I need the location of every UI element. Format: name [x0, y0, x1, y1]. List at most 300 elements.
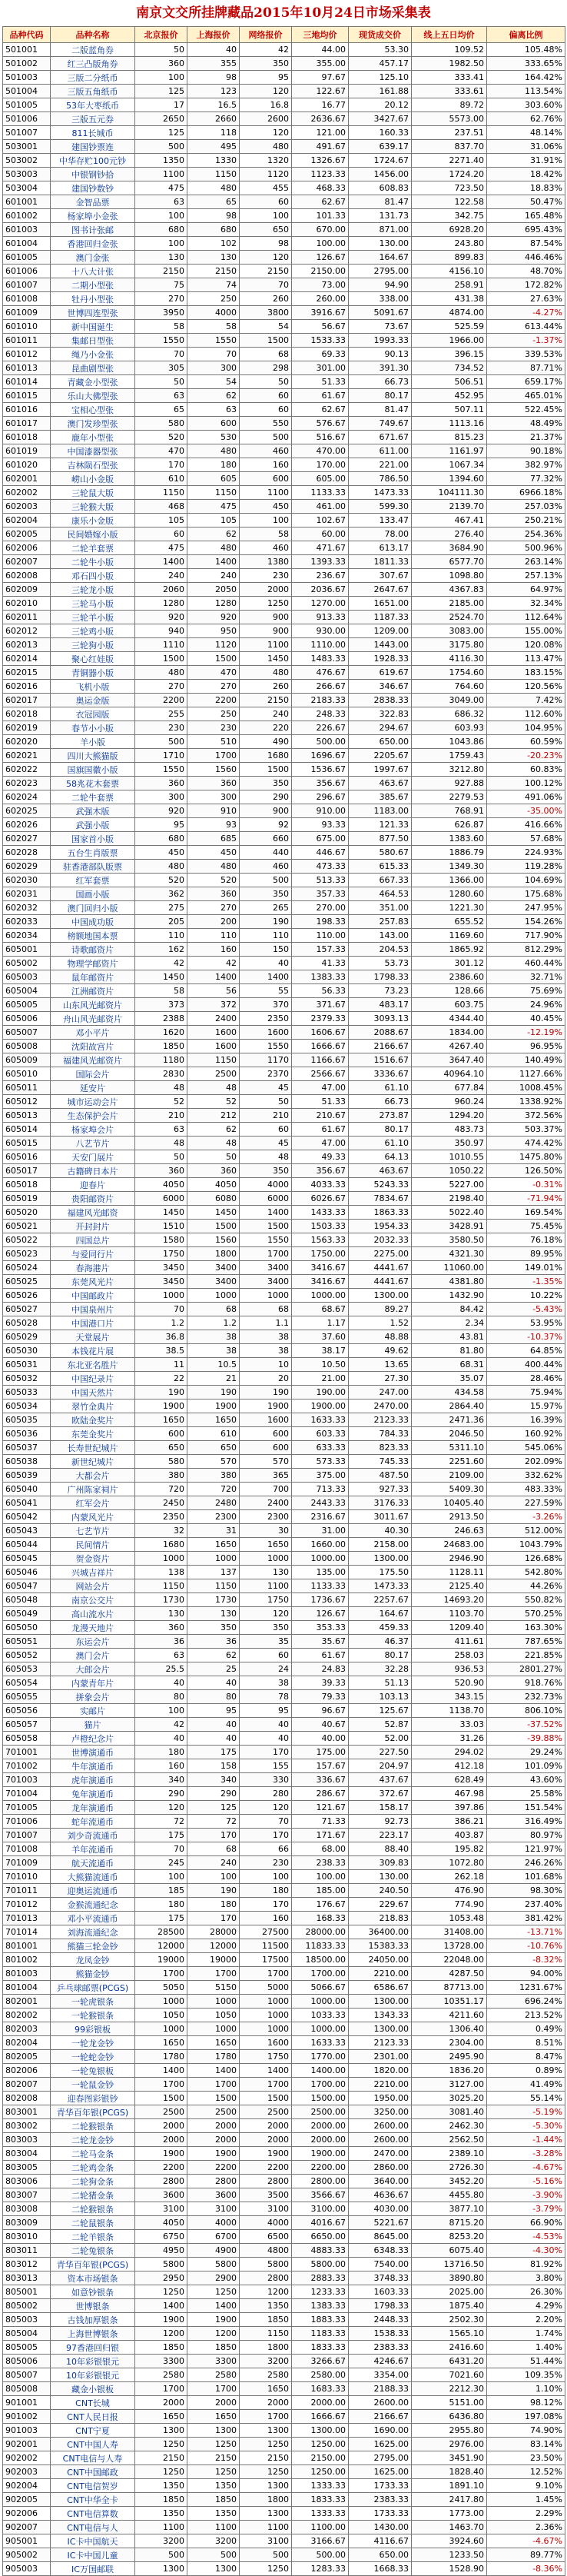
table-row	[3, 126, 565, 140]
cell-spot-price: 66.73	[349, 1095, 412, 1109]
cell-deviation: 696.24%	[487, 1995, 565, 2009]
cell-name: 中国成功版	[51, 915, 135, 929]
table-row	[3, 1995, 565, 2009]
cell-name: 中国邮政片	[51, 1289, 135, 1303]
cell-deviation: 149.01%	[487, 1261, 565, 1275]
cell-spot-price: 1997.67	[349, 763, 412, 777]
cell-spot-price: 7834.67	[349, 1192, 412, 1206]
cell-code: 605012	[3, 1095, 51, 1109]
cell-shanghai-price: 2200	[187, 694, 240, 707]
cell-online-price: 16.8	[240, 98, 292, 112]
cell-average-price: 69.33	[292, 348, 349, 361]
cell-shanghai-price: 72	[187, 1815, 240, 1829]
cell-average-price: 1000.00	[292, 2022, 349, 2036]
cell-beijing-price: 1550	[135, 334, 187, 348]
cell-average-price: 1500.00	[292, 2092, 349, 2105]
cell-beijing-price: 2450	[135, 1496, 187, 1510]
table-row	[3, 444, 565, 458]
cell-average-price: 1666.67	[292, 1040, 349, 1053]
cell-deviation: 483.33%	[487, 1483, 565, 1496]
cell-online-price: 17500	[240, 1953, 292, 1967]
cell-online-price: 280	[240, 1787, 292, 1801]
cell-code: 503002	[3, 154, 51, 168]
cell-5day-average: 396.15	[412, 348, 487, 361]
cell-name: 一轮鼠金钞	[51, 2078, 135, 2092]
cell-name: 兴城吉祥片	[51, 1566, 135, 1579]
cell-average-price: 2316.67	[292, 1510, 349, 1524]
cell-name: 国画小版	[51, 887, 135, 901]
cell-deviation: 503.37%	[487, 1123, 565, 1137]
cell-name: 东北亚名胜片	[51, 1358, 135, 1372]
cell-name: 建国钞数钞	[51, 181, 135, 195]
cell-code: 602016	[3, 680, 51, 694]
cell-5day-average: 2212.30	[412, 2382, 487, 2396]
cell-code: 605024	[3, 1261, 51, 1275]
cell-spot-price: 2838.33	[349, 694, 412, 707]
cell-shanghai-price: 1.2	[187, 1316, 240, 1330]
cell-deviation: 164.42%	[487, 71, 565, 85]
cell-5day-average: 467.41	[412, 514, 487, 528]
cell-online-price: 1150	[240, 2327, 292, 2341]
cell-average-price: 21.00	[292, 1372, 349, 1386]
cell-name: 广州陈家祠片	[51, 1483, 135, 1496]
cell-name: 三轮羊小版	[51, 611, 135, 624]
cell-name: 中银钢钞拾	[51, 168, 135, 181]
cell-code: 805007	[3, 2368, 51, 2382]
cell-online-price: 450	[240, 500, 292, 514]
table-row	[3, 1469, 565, 1483]
cell-online-price: 1400	[240, 1206, 292, 1220]
cell-code: 602022	[3, 763, 51, 777]
cell-beijing-price: 360	[135, 57, 187, 71]
cell-name: 二轮兔银条	[51, 2244, 135, 2258]
cell-deviation: 175.68%	[487, 887, 565, 901]
cell-beijing-price: 36	[135, 1635, 187, 1649]
cell-shanghai-price: 2900	[187, 2271, 240, 2285]
cell-average-price: 910.00	[292, 804, 349, 818]
cell-5day-average: 403.87	[412, 1829, 487, 1842]
cell-code: 602023	[3, 777, 51, 790]
cell-average-price: 1433.33	[292, 1206, 349, 1220]
cell-average-price: 1750.00	[292, 1247, 349, 1261]
cell-5day-average: 768.91	[412, 804, 487, 818]
cell-code: 601008	[3, 292, 51, 306]
cell-code: 601016	[3, 403, 51, 417]
cell-average-price: 1700.00	[292, 2078, 349, 2092]
cell-5day-average: 2198.40	[412, 1192, 487, 1206]
cell-spot-price: 3250.00	[349, 2105, 412, 2119]
table-row	[3, 2479, 565, 2493]
cell-name: CNT宁夏	[51, 2424, 135, 2438]
cell-spot-price: 36400.00	[349, 1925, 412, 1939]
cell-code: 605033	[3, 1386, 51, 1399]
cell-shanghai-price: 1730	[187, 1593, 240, 1607]
cell-code: 905003	[3, 2562, 51, 2576]
cell-spot-price: 2205.67	[349, 749, 412, 763]
cell-average-price: 97.67	[292, 71, 349, 85]
cell-code: 605014	[3, 1123, 51, 1137]
cell-code: 605002	[3, 957, 51, 970]
cell-name: 五台生肖版票	[51, 846, 135, 860]
cell-5day-average: 33.03	[412, 1718, 487, 1732]
cell-name: 贺金资片	[51, 1552, 135, 1566]
cell-5day-average: 1891.10	[412, 2479, 487, 2493]
cell-online-price: 2150	[240, 265, 292, 278]
cell-name: 三轮猴大版	[51, 500, 135, 514]
cell-spot-price: 457.17	[349, 57, 412, 71]
cell-5day-average: 2271.40	[412, 154, 487, 168]
table-row	[3, 2368, 565, 2382]
cell-spot-price: 611.00	[349, 444, 412, 458]
cell-name: 七艺节片	[51, 1524, 135, 1538]
cell-5day-average: 4156.10	[412, 265, 487, 278]
cell-average-price: 62.67	[292, 195, 349, 209]
cell-spot-price: 1811.33	[349, 555, 412, 569]
cell-spot-price: 1473.33	[349, 1579, 412, 1593]
cell-name: 国旗国徽小版	[51, 763, 135, 777]
cell-name: 鹿年小型张	[51, 431, 135, 444]
cell-deviation: 2801.27%	[487, 1662, 565, 1676]
cell-online-price: 55	[240, 984, 292, 998]
cell-spot-price: 1950.00	[349, 2092, 412, 2105]
cell-average-price: 2183.33	[292, 694, 349, 707]
cell-average-price: 10.50	[292, 1358, 349, 1372]
cell-shanghai-price: 1000	[187, 1289, 240, 1303]
table-row	[3, 1192, 565, 1206]
cell-beijing-price: 255	[135, 707, 187, 721]
cell-average-price: 603.33	[292, 1427, 349, 1441]
cell-spot-price: 322.83	[349, 707, 412, 721]
cell-average-price: 96.67	[292, 1704, 349, 1718]
cell-average-price: 102.67	[292, 514, 349, 528]
cell-beijing-price: 360	[135, 777, 187, 790]
cell-shanghai-price: 2660	[187, 112, 240, 126]
cell-deviation: 87.54%	[487, 237, 565, 251]
cell-code: 605006	[3, 1012, 51, 1026]
cell-spot-price: 2470.00	[349, 1399, 412, 1413]
cell-deviation: 1338.92%	[487, 1095, 565, 1109]
cell-deviation: 24.96%	[487, 998, 565, 1012]
cell-code: 605007	[3, 1026, 51, 1040]
cell-5day-average: 3647.40	[412, 1053, 487, 1067]
cell-deviation: -5.16%	[487, 2175, 565, 2188]
table-row	[3, 2119, 565, 2133]
table-row	[3, 541, 565, 555]
cell-average-price: 491.67	[292, 140, 349, 154]
cell-average-price: 1900.00	[292, 1399, 349, 1413]
cell-online-price: 1000	[240, 1995, 292, 2009]
cell-spot-price: 1300.00	[349, 1995, 412, 2009]
cell-code: 501005	[3, 98, 51, 112]
cell-online-price: 490	[240, 735, 292, 749]
cell-name: 欧陆金奖片	[51, 1413, 135, 1427]
cell-name: 杨家埠小金张	[51, 209, 135, 223]
cell-deviation: 1008.45%	[487, 1081, 565, 1095]
cell-code: 605003	[3, 970, 51, 984]
cell-average-price: 2000.00	[292, 2133, 349, 2147]
cell-shanghai-price: 240	[187, 569, 240, 583]
cell-spot-price: 204.53	[349, 943, 412, 957]
cell-shanghai-price: 2000	[187, 2133, 240, 2147]
cell-spot-price: 164.67	[349, 1607, 412, 1621]
cell-name: 刘少奇流通币	[51, 1829, 135, 1842]
cell-deviation: 113.47%	[487, 652, 565, 666]
cell-online-price: 260	[240, 292, 292, 306]
cell-spot-price: 80.17	[349, 1123, 412, 1137]
cell-code: 605034	[3, 1399, 51, 1413]
cell-beijing-price: 50	[135, 1150, 187, 1164]
cell-average-price: 1696.67	[292, 749, 349, 763]
cell-name: 十八大计张	[51, 265, 135, 278]
cell-online-price: 120	[240, 1607, 292, 1621]
cell-spot-price: 2600.00	[349, 2119, 412, 2133]
cell-online-price: 170	[240, 1829, 292, 1842]
cell-name: 红三凸版角券	[51, 57, 135, 71]
cell-shanghai-price: 4000	[187, 306, 240, 320]
table-row	[3, 887, 565, 901]
cell-code: 701014	[3, 1925, 51, 1939]
cell-code: 805006	[3, 2355, 51, 2368]
table-row	[3, 777, 565, 790]
cell-spot-price: 81.47	[349, 403, 412, 417]
cell-average-price: 1393.33	[292, 555, 349, 569]
cell-shanghai-price: 137	[187, 1566, 240, 1579]
cell-beijing-price: 305	[135, 361, 187, 375]
cell-spot-price: 80.17	[349, 1649, 412, 1662]
cell-code: 605017	[3, 1164, 51, 1178]
cell-shanghai-price: 1850	[187, 2341, 240, 2355]
cell-shanghai-price: 170	[187, 1829, 240, 1842]
cell-average-price: 60.00	[292, 528, 349, 541]
table-row	[3, 2036, 565, 2050]
cell-5day-average: 723.50	[412, 181, 487, 195]
cell-beijing-price: 2500	[135, 2105, 187, 2119]
cell-average-price: 68.00	[292, 1842, 349, 1856]
cell-5day-average: 677.84	[412, 1081, 487, 1095]
cell-code: 605046	[3, 1566, 51, 1579]
cell-average-price: 633.33	[292, 1441, 349, 1455]
cell-beijing-price: 1250	[135, 2285, 187, 2299]
cell-name: 龙漫天地片	[51, 1621, 135, 1635]
cell-average-price: 4883.33	[292, 2244, 349, 2258]
cell-deviation: 113.54%	[487, 85, 565, 98]
cell-average-price: 1633.33	[292, 2036, 349, 2050]
cell-5day-average: 1209.40	[412, 1621, 487, 1635]
cell-average-price: 266.67	[292, 680, 349, 694]
cell-beijing-price: 1700	[135, 2382, 187, 2396]
cell-5day-average: 386.21	[412, 1815, 487, 1829]
table-row	[3, 2009, 565, 2022]
cell-spot-price: 2257.67	[349, 1593, 412, 1607]
cell-5day-average: 1128.11	[412, 1566, 487, 1579]
cell-online-price: 2300	[240, 1510, 292, 1524]
cell-beijing-price: 240	[135, 569, 187, 583]
cell-deviation: 101.09%	[487, 1759, 565, 1773]
cell-spot-price: 1733.33	[349, 2479, 412, 2493]
cell-5day-average: 1169.60	[412, 929, 487, 943]
cell-average-price: 40.00	[292, 1732, 349, 1746]
cell-online-price: 500	[240, 874, 292, 887]
cell-average-price: 110.00	[292, 929, 349, 943]
cell-shanghai-price: 1350	[187, 2479, 240, 2493]
cell-code: 902006	[3, 2507, 51, 2521]
cell-online-price: 1500	[240, 1220, 292, 1233]
cell-deviation: -3.28%	[487, 2147, 565, 2161]
cell-spot-price: 599.30	[349, 500, 412, 514]
cell-spot-price: 1798.33	[349, 2299, 412, 2313]
cell-shanghai-price: 190	[187, 1884, 240, 1898]
cell-5day-average: 195.82	[412, 1842, 487, 1856]
table-row	[3, 1413, 565, 1427]
cell-deviation: 227.59%	[487, 1496, 565, 1510]
cell-name: 10年彩银银元	[51, 2355, 135, 2368]
table-row	[3, 2548, 565, 2562]
cell-beijing-price: 1510	[135, 1220, 187, 1233]
cell-average-price: 11833.33	[292, 1939, 349, 1953]
cell-code: 605026	[3, 1289, 51, 1303]
cell-spot-price: 1538.33	[349, 2327, 412, 2341]
cell-shanghai-price: 1560	[187, 1233, 240, 1247]
table-row	[3, 1953, 565, 1967]
cell-deviation: 105.48%	[487, 43, 565, 57]
cell-shanghai-price: 1500	[187, 1220, 240, 1233]
cell-code: 605011	[3, 1081, 51, 1095]
cell-average-price: 260.00	[292, 292, 349, 306]
cell-5day-average: 1294.20	[412, 1109, 487, 1123]
cell-spot-price: 671.67	[349, 431, 412, 444]
cell-deviation: 18.83%	[487, 181, 565, 195]
cell-code: 602004	[3, 514, 51, 528]
cell-shanghai-price: 1500	[187, 2092, 240, 2105]
cell-5day-average: 1836.20	[412, 2064, 487, 2078]
cell-deviation: 87.71%	[487, 361, 565, 375]
cell-spot-price: 1430.00	[349, 2521, 412, 2534]
cell-shanghai-price: 170	[187, 1912, 240, 1925]
cell-5day-average: 2185.00	[412, 597, 487, 611]
cell-online-price: 27500	[240, 1925, 292, 1939]
cell-code: 605052	[3, 1649, 51, 1662]
cell-shanghai-price: 2400	[187, 1012, 240, 1026]
cell-online-price: 1650	[240, 2382, 292, 2396]
cell-shanghai-price: 1250	[187, 2465, 240, 2479]
cell-5day-average: 1072.80	[412, 1856, 487, 1870]
cell-online-price: 550	[240, 417, 292, 431]
cell-code: 605058	[3, 1732, 51, 1746]
cell-spot-price: 81.47	[349, 195, 412, 209]
cell-shanghai-price: 74	[187, 278, 240, 292]
cell-5day-average: 525.59	[412, 320, 487, 334]
cell-name: 民间婚嫁小版	[51, 528, 135, 541]
cell-deviation: 570.25%	[487, 1607, 565, 1621]
cell-code: 805004	[3, 2327, 51, 2341]
cell-spot-price: 437.67	[349, 1773, 412, 1787]
cell-average-price: 126.67	[292, 1607, 349, 1621]
cell-shanghai-price: 125	[187, 1801, 240, 1815]
cell-code: 701003	[3, 1773, 51, 1787]
cell-shanghai-price: 1700	[187, 2382, 240, 2396]
cell-average-price: 1133.33	[292, 486, 349, 500]
cell-beijing-price: 1200	[135, 2327, 187, 2341]
cell-average-price: 100.00	[292, 237, 349, 251]
cell-average-price: 713.33	[292, 1483, 349, 1496]
cell-code: 802006	[3, 2064, 51, 2078]
cell-spot-price: 307.67	[349, 569, 412, 583]
cell-beijing-price: 270	[135, 680, 187, 694]
cell-online-price: 6500	[240, 2230, 292, 2244]
cell-code: 602005	[3, 528, 51, 541]
cell-online-price: 1120	[240, 168, 292, 181]
cell-5day-average: 2471.36	[412, 1413, 487, 1427]
cell-5day-average: 2726.30	[412, 2161, 487, 2175]
cell-5day-average: 2462.30	[412, 2119, 487, 2133]
cell-average-price: 51.33	[292, 375, 349, 389]
cell-name: 金猴流通纪念	[51, 1898, 135, 1912]
cell-name: 中国泉州片	[51, 1303, 135, 1316]
cell-code: 701010	[3, 1870, 51, 1884]
cell-spot-price: 6348.33	[349, 2244, 412, 2258]
cell-5day-average: 301.12	[412, 957, 487, 970]
cell-online-price: 350	[240, 1164, 292, 1178]
cell-deviation: 237.40%	[487, 1898, 565, 1912]
table-row	[3, 2050, 565, 2064]
cell-spot-price: 218.83	[349, 1912, 412, 1925]
cell-spot-price: 464.53	[349, 887, 412, 901]
cell-deviation: 75.69%	[487, 984, 565, 998]
cell-shanghai-price: 42	[187, 957, 240, 970]
cell-spot-price: 131.73	[349, 209, 412, 223]
cell-code: 902007	[3, 2521, 51, 2534]
table-row	[3, 375, 565, 389]
cell-deviation: 112.60%	[487, 707, 565, 721]
cell-deviation: 2.36%	[487, 2521, 565, 2534]
cell-5day-average: 6431.20	[412, 2355, 487, 2368]
table-row	[3, 1012, 565, 1026]
cell-average-price: 1100.00	[292, 2521, 349, 2534]
cell-5day-average: 3451.90	[412, 2451, 487, 2465]
cell-spot-price: 80.17	[349, 389, 412, 403]
cell-spot-price: 877.50	[349, 832, 412, 846]
cell-average-price: 516.67	[292, 431, 349, 444]
cell-name: 10年彩银银元	[51, 2368, 135, 2382]
cell-online-price: 1000	[240, 2022, 292, 2036]
cell-shanghai-price: 1000	[187, 1995, 240, 2009]
table-row	[3, 1635, 565, 1649]
cell-beijing-price: 180	[135, 1746, 187, 1759]
cell-deviation: 126.50%	[487, 1164, 565, 1178]
cell-online-price: 350	[240, 887, 292, 901]
cell-beijing-price: 470	[135, 444, 187, 458]
table-row	[3, 2493, 565, 2507]
cell-5day-average: 397.86	[412, 1801, 487, 1815]
cell-shanghai-price: 2000	[187, 2396, 240, 2410]
cell-code: 605032	[3, 1372, 51, 1386]
cell-spot-price: 823.33	[349, 1441, 412, 1455]
cell-5day-average: 2304.00	[412, 2036, 487, 2050]
cell-spot-price: 294.67	[349, 721, 412, 735]
cell-average-price: 170.00	[292, 458, 349, 472]
cell-5day-average: 333.41	[412, 71, 487, 85]
cell-deviation: -0.31%	[487, 1178, 565, 1192]
cell-name: 生态保护会片	[51, 1109, 135, 1123]
cell-average-price: 2150.00	[292, 2451, 349, 2465]
cell-beijing-price: 230	[135, 721, 187, 735]
cell-name: 一轮龙金钞	[51, 2036, 135, 2050]
cell-name: 四川大熊猫版	[51, 749, 135, 763]
cell-code: 605015	[3, 1137, 51, 1150]
cell-beijing-price: 125	[135, 126, 187, 140]
cell-code: 602009	[3, 583, 51, 597]
table-row	[3, 2534, 565, 2548]
